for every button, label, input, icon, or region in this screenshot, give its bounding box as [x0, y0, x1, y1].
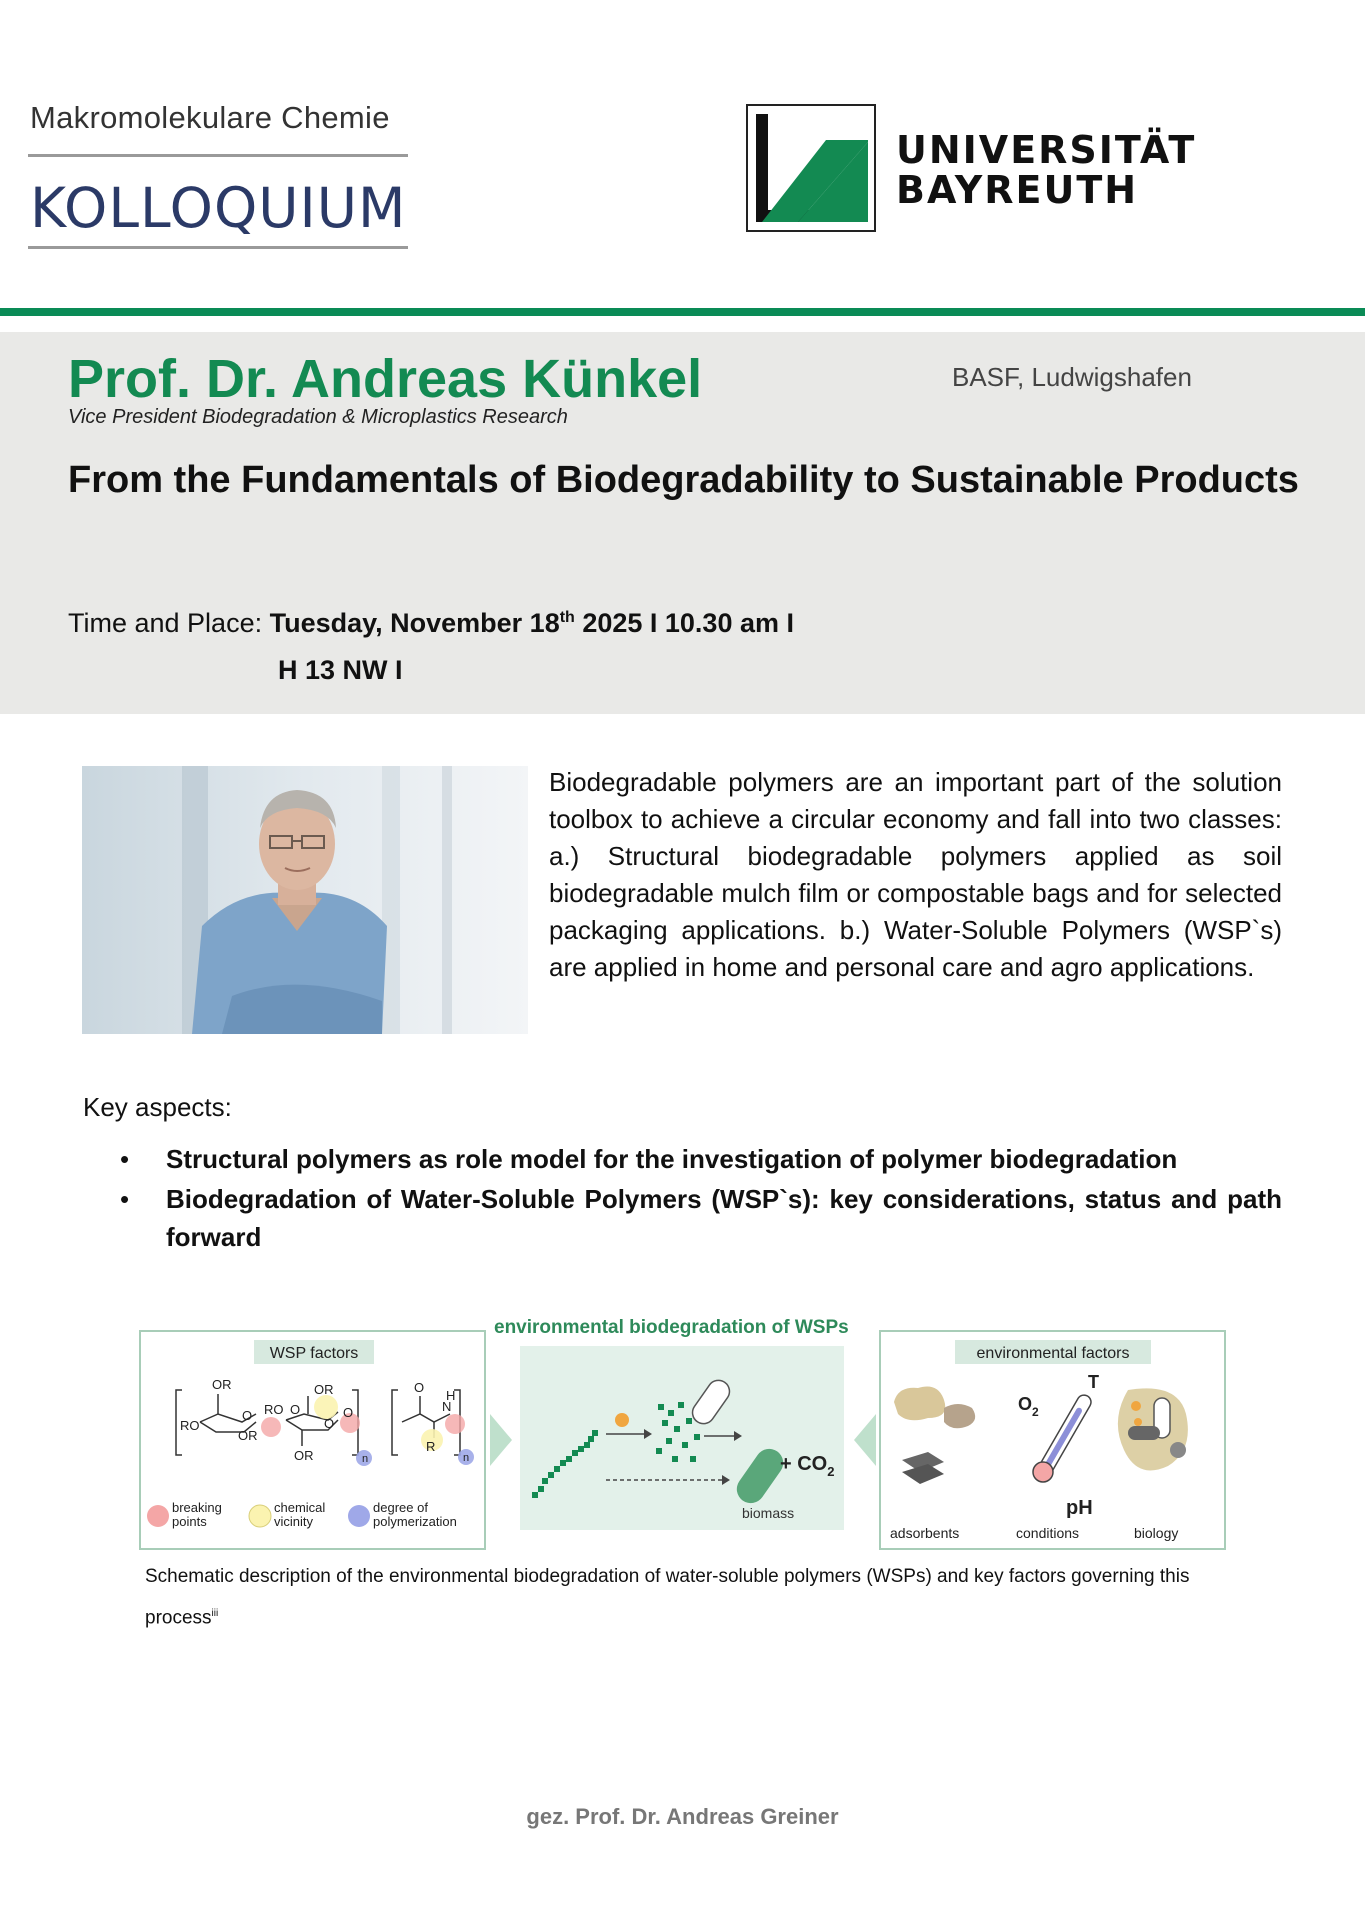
talk-time: 2025 I 10.30 am I	[574, 608, 794, 638]
chem-label-h: H	[446, 1388, 456, 1403]
biodegradation-panel	[520, 1346, 844, 1530]
series-title: KOLLOQUIUM	[30, 176, 407, 240]
ph-label: pH	[1066, 1497, 1093, 1519]
chem-label-ro: RO	[264, 1402, 284, 1417]
co2-text: + CO	[780, 1453, 828, 1475]
chem-label-r: R	[426, 1439, 436, 1454]
bullet-icon: •	[120, 1184, 130, 1214]
chem-label-ro: RO	[180, 1418, 200, 1433]
speaker-role: Vice President Biodegradation & Microplastics Research	[68, 406, 568, 428]
chem-label-or: OR	[314, 1382, 334, 1397]
conditions-label: conditions	[1016, 1525, 1080, 1541]
wsp-biodegradation-figure	[138, 1310, 1228, 1558]
legend-degree-line2: polymerization	[373, 1514, 457, 1529]
list-item	[120, 1140, 1282, 1178]
chem-label-o: O	[242, 1408, 253, 1423]
legend-chemical-line2: vicinity	[274, 1514, 314, 1529]
speaker-affiliation: BASF, Ludwigshafen	[952, 362, 1192, 392]
chem-label-or: OR	[294, 1448, 314, 1463]
wsp-factors-title: WSP factors	[269, 1345, 359, 1362]
series-rule-bottom	[28, 246, 408, 249]
signoff: gez. Prof. Dr. Andreas Greiner	[526, 1804, 839, 1829]
talk-title: From the Fundamentals of Biodegradability to Sustainable Products	[68, 459, 1299, 501]
legend-swatch-breaking	[147, 1505, 169, 1527]
panel-arrow-icon	[490, 1414, 512, 1466]
chem-label-or: OR	[238, 1428, 258, 1443]
speaker-name: Prof. Dr. Andreas Künkel	[68, 349, 703, 409]
speaker-photo	[82, 766, 528, 1034]
figure-center-title: environmental biodegradation of WSPs	[494, 1317, 849, 1338]
panel-arrow-icon	[854, 1414, 876, 1466]
series-subtitle: Makromolekulare Chemie	[30, 100, 390, 135]
environmental-factors-title: environmental factors	[976, 1345, 1130, 1362]
biomass-label: biomass	[742, 1505, 795, 1521]
series-rule-top	[28, 154, 408, 157]
chem-label-o: O	[324, 1416, 335, 1431]
chem-label-o: O	[290, 1402, 301, 1417]
key-aspects-list	[120, 1140, 1282, 1258]
chem-label-n: n	[362, 1453, 369, 1465]
header-divider	[0, 308, 1365, 316]
breaking-point-marker	[261, 1417, 281, 1437]
chem-label-n-atom: N	[442, 1399, 452, 1414]
legend-degree-line1: degree of	[373, 1500, 428, 1515]
university-name-line2: BAYREUTH	[896, 168, 1139, 212]
co2-subscript: 2	[827, 1464, 835, 1479]
key-aspect-text: Biodegradation of Water-Soluble Polymers (WSP`s): key considerations, status and path forward	[166, 1184, 1282, 1252]
legend-swatch-chemical	[249, 1505, 271, 1527]
university-name	[896, 130, 1196, 210]
chem-label-n: n	[463, 1452, 470, 1464]
chem-label-o: O	[343, 1405, 354, 1420]
chem-label-o: O	[414, 1380, 425, 1395]
key-aspects-heading: Key aspects:	[83, 1092, 232, 1122]
date-suffix: th	[559, 609, 575, 626]
key-aspect-text: Structural polymers as role model for the investigation of polymer biodegradation	[166, 1144, 1178, 1174]
university-name-line1: UNIVERSITÄT	[896, 128, 1197, 172]
talk-location: H 13 NW I	[278, 655, 403, 685]
chem-label-or: OR	[212, 1377, 232, 1392]
adsorbents-label: adsorbents	[890, 1525, 960, 1541]
university-logo-icon	[746, 104, 876, 232]
enzyme-icon	[615, 1413, 629, 1427]
legend-swatch-degree	[348, 1505, 370, 1527]
biology-label: biology	[1134, 1525, 1179, 1541]
time-label: Time and Place:	[68, 608, 270, 638]
figure-caption	[145, 1558, 1255, 1636]
list-item	[120, 1180, 1282, 1256]
talk-abstract: Biodegradable polymers are an important part of the solution toolbox to achieve a circular economy and fall into two classes: a.) Structural biodegradable polymers applied as soil biodegradable mulch film or compostable bags and for selected packaging applications. b.) Water-Soluble Polymers (WSP`s) are applied in home and personal care and agro applications.	[549, 767, 1282, 982]
legend-chemical-line1: chemical	[274, 1500, 326, 1515]
breaking-point-marker	[445, 1414, 465, 1434]
temperature-label: T	[1088, 1372, 1099, 1392]
legend-breaking-line1: breaking	[172, 1500, 222, 1515]
talk-date: Tuesday, November 18	[269, 608, 560, 638]
caption-reference: iii	[211, 1608, 219, 1619]
oxygen-subscript: 2	[1032, 1405, 1039, 1419]
caption-text: Schematic description of the environmental biodegradation of water-soluble polymers (WSPs) and key factors governing this process	[145, 1566, 1190, 1629]
legend-breaking-line2: points	[172, 1514, 207, 1529]
oxygen-text: O	[1018, 1394, 1033, 1414]
time-and-place	[68, 608, 794, 639]
soil-icon	[894, 1387, 945, 1421]
bullet-icon: •	[120, 1144, 130, 1174]
